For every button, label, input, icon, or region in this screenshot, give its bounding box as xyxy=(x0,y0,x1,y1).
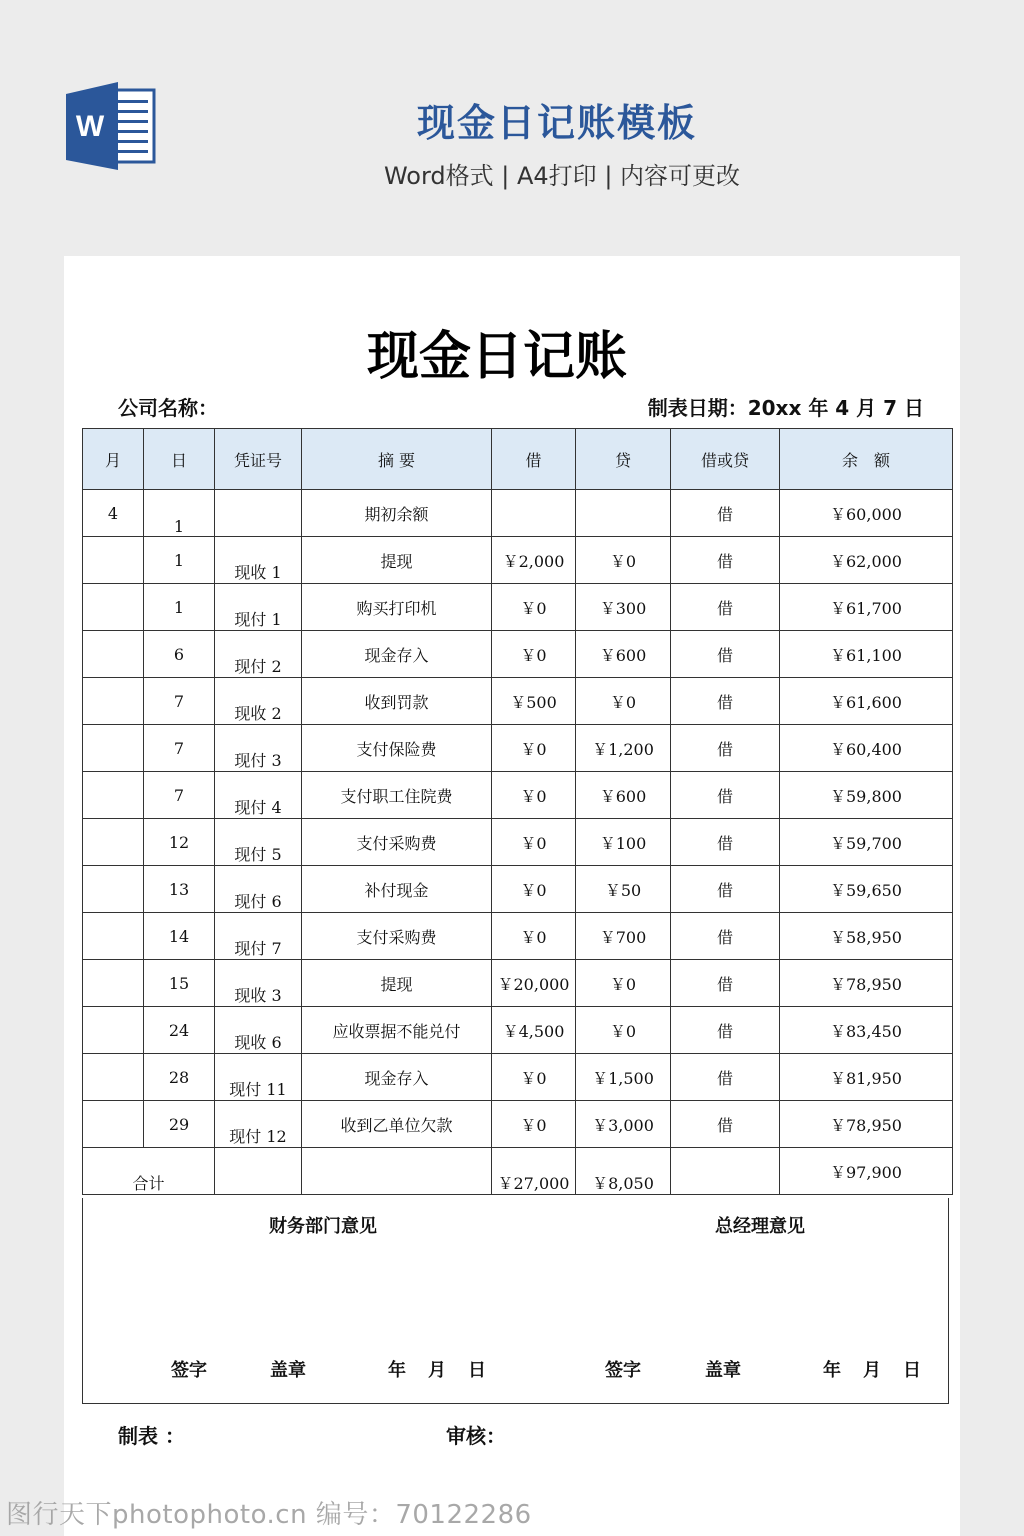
cell-day: 7 xyxy=(144,678,215,725)
cell-day: 6 xyxy=(144,631,215,678)
gm-year-label: 年 xyxy=(823,1360,841,1381)
cell-voucher: 现付 11 xyxy=(215,1054,302,1101)
cell-summary: 补付现金 xyxy=(302,866,492,913)
table-row xyxy=(83,678,953,725)
cell-voucher: 现付 3 xyxy=(215,725,302,772)
total-row xyxy=(83,1148,953,1195)
cell-day: 15 xyxy=(144,960,215,1007)
cell-summary: 支付采购费 xyxy=(302,913,492,960)
cell-month xyxy=(83,1101,144,1148)
gm-month-label: 月 xyxy=(863,1360,881,1381)
cell-credit: ￥1,200 xyxy=(576,725,671,772)
cell-balance: ￥81,950 xyxy=(780,1054,953,1101)
cell-month xyxy=(83,866,144,913)
cell-day: 14 xyxy=(144,913,215,960)
cell-day: 28 xyxy=(144,1054,215,1101)
cell-debit: ￥0 xyxy=(492,772,576,819)
finance-month-label: 月 xyxy=(428,1360,446,1381)
table-row xyxy=(83,866,953,913)
cell-dc: 借 xyxy=(671,819,780,866)
cell-credit: ￥0 xyxy=(576,537,671,584)
cell-credit: ￥600 xyxy=(576,631,671,678)
cell-voucher: 现收 6 xyxy=(215,1007,302,1054)
cell-month xyxy=(83,819,144,866)
cell-dc: 借 xyxy=(671,490,780,537)
banner-title: 现金日记账模板 xyxy=(416,101,697,145)
table-header-row xyxy=(83,429,953,490)
document-page xyxy=(64,256,960,1536)
cell-dc: 借 xyxy=(671,678,780,725)
cell-voucher: 现付 12 xyxy=(215,1101,302,1148)
col-header-debit-or-credit: 借或贷 xyxy=(671,429,780,490)
table-row xyxy=(83,960,953,1007)
finance-year-label: 年 xyxy=(388,1360,406,1381)
cell-day: 1 xyxy=(144,584,215,631)
table-row xyxy=(83,584,953,631)
cell-day: 7 xyxy=(144,725,215,772)
cell-day: 24 xyxy=(144,1007,215,1054)
cell-voucher: 现付 7 xyxy=(215,913,302,960)
cell-credit: ￥600 xyxy=(576,772,671,819)
cell-summary xyxy=(302,1148,492,1195)
total-balance: ￥97,900 xyxy=(780,1148,953,1195)
total-credit: ￥8,050 xyxy=(576,1148,671,1195)
cell-day: 29 xyxy=(144,1101,215,1148)
approval-section xyxy=(82,1198,949,1404)
table-row xyxy=(83,1054,953,1101)
cell-debit: ￥0 xyxy=(492,725,576,772)
cell-debit: ￥4,500 xyxy=(492,1007,576,1054)
cell-balance: ￥62,000 xyxy=(780,537,953,584)
cell-dc: 借 xyxy=(671,772,780,819)
cell-debit: ￥0 xyxy=(492,584,576,631)
cell-month xyxy=(83,913,144,960)
cell-day: 12 xyxy=(144,819,215,866)
cell-day: 7 xyxy=(144,772,215,819)
gm-seal-label: 盖章 xyxy=(705,1360,741,1381)
cell-summary: 现金存入 xyxy=(302,1054,492,1101)
cell-voucher: 现付 1 xyxy=(215,584,302,631)
col-header-day: 日 xyxy=(144,429,215,490)
banner-subtitle: Word格式 | A4打印 | 内容可更改 xyxy=(383,162,741,190)
cell-dc xyxy=(671,1148,780,1195)
finance-sign-label: 签字 xyxy=(171,1360,207,1381)
gm-opinion-title: 总经理意见 xyxy=(715,1216,805,1237)
cell-voucher: 现付 2 xyxy=(215,631,302,678)
cell-month xyxy=(83,772,144,819)
company-name-label: 公司名称： xyxy=(118,396,218,420)
cell-voucher xyxy=(215,490,302,537)
cell-summary: 收到乙单位欠款 xyxy=(302,1101,492,1148)
table-row xyxy=(83,725,953,772)
table-row xyxy=(83,1101,953,1148)
col-header-summary: 摘 要 xyxy=(302,429,492,490)
cell-dc: 借 xyxy=(671,1054,780,1101)
cell-month: 4 xyxy=(83,490,144,537)
cell-debit: ￥0 xyxy=(492,1054,576,1101)
cell-dc: 借 xyxy=(671,584,780,631)
cell-credit: ￥1,500 xyxy=(576,1054,671,1101)
cell-debit: ￥0 xyxy=(492,913,576,960)
cell-summary: 支付采购费 xyxy=(302,819,492,866)
cell-day: 1 xyxy=(144,537,215,584)
cell-summary: 应收票据不能兑付 xyxy=(302,1007,492,1054)
cell-month xyxy=(83,631,144,678)
cell-credit: ￥0 xyxy=(576,678,671,725)
cell-balance: ￥59,700 xyxy=(780,819,953,866)
cell-month xyxy=(83,960,144,1007)
cell-debit: ￥500 xyxy=(492,678,576,725)
cell-voucher xyxy=(215,1148,302,1195)
cell-dc: 借 xyxy=(671,913,780,960)
cell-voucher: 现付 4 xyxy=(215,772,302,819)
cell-debit: ￥2,000 xyxy=(492,537,576,584)
cell-month xyxy=(83,537,144,584)
cell-balance: ￥83,450 xyxy=(780,1007,953,1054)
cell-month xyxy=(83,1007,144,1054)
cell-credit xyxy=(576,490,671,537)
cell-dc: 借 xyxy=(671,631,780,678)
cell-summary: 购买打印机 xyxy=(302,584,492,631)
col-header-month: 月 xyxy=(83,429,144,490)
col-header-voucher: 凭证号 xyxy=(215,429,302,490)
col-header-debit: 借 xyxy=(492,429,576,490)
cell-summary: 提现 xyxy=(302,960,492,1007)
cell-debit: ￥20,000 xyxy=(492,960,576,1007)
cell-credit: ￥100 xyxy=(576,819,671,866)
cell-dc: 借 xyxy=(671,866,780,913)
gm-sign-label: 签字 xyxy=(605,1360,641,1381)
table-row xyxy=(83,772,953,819)
cell-voucher: 现收 1 xyxy=(215,537,302,584)
total-label: 合计 xyxy=(83,1148,215,1195)
cell-debit xyxy=(492,490,576,537)
date-label: 制表日期：20xx 年 4 月 7 日 xyxy=(647,396,924,420)
table-row xyxy=(83,1007,953,1054)
cell-balance: ￥59,650 xyxy=(780,866,953,913)
cell-credit: ￥0 xyxy=(576,1007,671,1054)
table-row xyxy=(83,631,953,678)
col-header-balance: 余 额 xyxy=(780,429,953,490)
cell-voucher: 现收 2 xyxy=(215,678,302,725)
cell-summary: 现金存入 xyxy=(302,631,492,678)
cell-balance: ￥61,700 xyxy=(780,584,953,631)
cell-summary: 收到罚款 xyxy=(302,678,492,725)
svg-text:W: W xyxy=(75,110,105,143)
cell-debit: ￥0 xyxy=(492,819,576,866)
cell-dc: 借 xyxy=(671,1101,780,1148)
cell-balance: ￥61,100 xyxy=(780,631,953,678)
cell-month xyxy=(83,678,144,725)
cell-dc: 借 xyxy=(671,960,780,1007)
cell-day: 13 xyxy=(144,866,215,913)
cell-summary: 提现 xyxy=(302,537,492,584)
finance-day-label: 日 xyxy=(468,1360,486,1381)
cell-balance: ￥60,000 xyxy=(780,490,953,537)
cell-debit: ￥0 xyxy=(492,1101,576,1148)
cell-dc: 借 xyxy=(671,537,780,584)
cell-voucher: 现付 6 xyxy=(215,866,302,913)
cell-voucher: 现收 3 xyxy=(215,960,302,1007)
cell-debit: ￥0 xyxy=(492,866,576,913)
cell-month xyxy=(83,1054,144,1101)
maker-label: 制表 ： xyxy=(118,1424,185,1448)
cell-balance: ￥59,800 xyxy=(780,772,953,819)
document-title: 现金日记账 xyxy=(366,326,627,387)
cash-ledger-table xyxy=(82,428,953,1195)
cell-credit: ￥0 xyxy=(576,960,671,1007)
cell-credit: ￥3,000 xyxy=(576,1101,671,1148)
col-header-credit: 贷 xyxy=(576,429,671,490)
cell-credit: ￥700 xyxy=(576,913,671,960)
table-row xyxy=(83,490,953,537)
finance-seal-label: 盖章 xyxy=(270,1360,306,1381)
cell-voucher: 现付 5 xyxy=(215,819,302,866)
cell-summary: 支付职工住院费 xyxy=(302,772,492,819)
cell-balance: ￥78,950 xyxy=(780,1101,953,1148)
cell-month xyxy=(83,725,144,772)
total-debit: ￥27,000 xyxy=(492,1148,576,1195)
cell-dc: 借 xyxy=(671,1007,780,1054)
cell-summary: 支付保险费 xyxy=(302,725,492,772)
cell-credit: ￥50 xyxy=(576,866,671,913)
cell-month xyxy=(83,584,144,631)
cell-day: 1 xyxy=(144,490,215,537)
cell-dc: 借 xyxy=(671,725,780,772)
table-row xyxy=(83,913,953,960)
finance-opinion-title: 财务部门意见 xyxy=(269,1216,377,1237)
cell-balance: ￥58,950 xyxy=(780,913,953,960)
cell-credit: ￥300 xyxy=(576,584,671,631)
gm-day-label: 日 xyxy=(903,1360,921,1381)
cell-summary: 期初余额 xyxy=(302,490,492,537)
table-row xyxy=(83,537,953,584)
cell-balance: ￥61,600 xyxy=(780,678,953,725)
cell-debit: ￥0 xyxy=(492,631,576,678)
cell-balance: ￥60,400 xyxy=(780,725,953,772)
cell-balance: ￥78,950 xyxy=(780,960,953,1007)
watermark: 图行天下photophoto.cn 编号：70122286 xyxy=(6,1500,532,1530)
reviewer-label: 审核： xyxy=(446,1424,506,1448)
table-row xyxy=(83,819,953,866)
